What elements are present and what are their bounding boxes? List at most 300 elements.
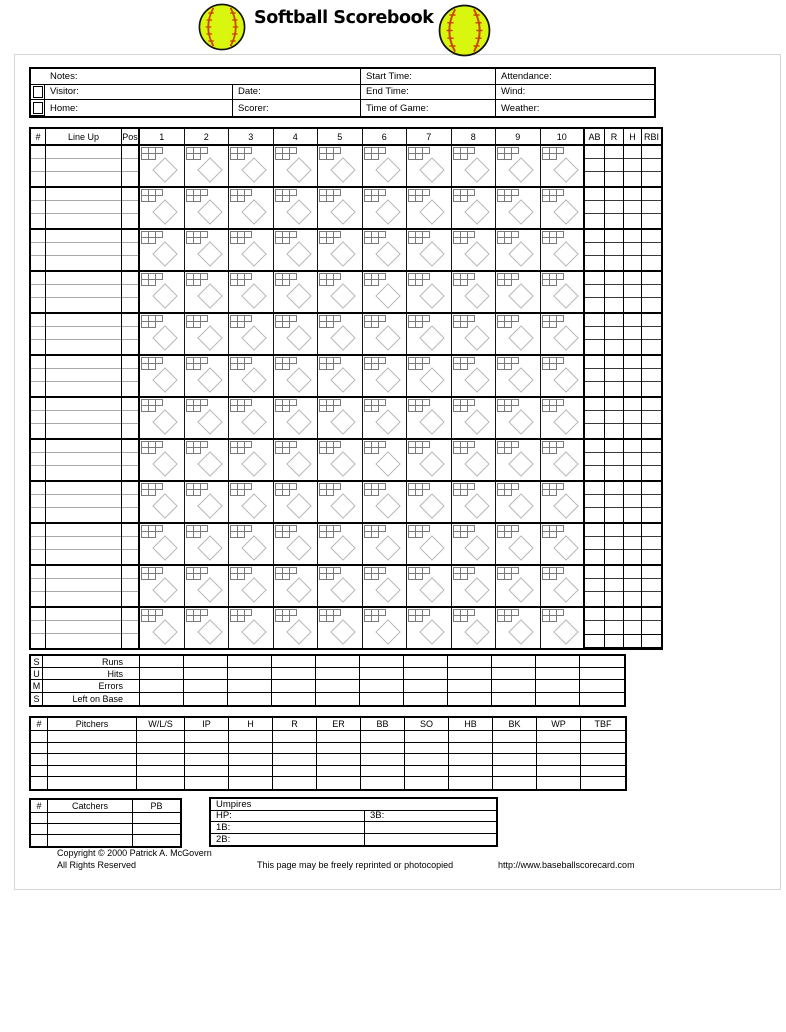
player-number-cell — [31, 230, 46, 270]
pitcher-stat-cell — [405, 777, 449, 789]
reprint-notice: This page may be freely reprinted or photocopied — [257, 860, 454, 870]
diamond-icon — [419, 577, 444, 602]
pitchers-col-header: HB — [449, 718, 493, 731]
inning-cell — [229, 608, 274, 648]
diamond-icon — [464, 157, 489, 182]
rbi-cell — [642, 524, 661, 564]
player-number-cell — [31, 272, 46, 312]
diamond-icon — [553, 577, 578, 602]
diamond-icon — [197, 367, 222, 392]
rbi-cell — [642, 356, 661, 396]
ab-cell — [585, 230, 605, 270]
inning-cell — [318, 272, 363, 312]
sums-value-cell — [536, 680, 580, 692]
pitch-count-grid — [319, 231, 342, 245]
inning-cell — [496, 188, 541, 228]
inning-cell — [229, 566, 274, 606]
inning-cell — [185, 482, 230, 522]
diamond-icon — [152, 367, 177, 392]
diamond-icon — [464, 367, 489, 392]
diamond-icon — [464, 241, 489, 266]
pitch-count-grid — [497, 609, 520, 623]
h-cell — [624, 188, 642, 228]
player-name-cell — [46, 146, 122, 186]
sums-value-cell — [448, 693, 492, 705]
inning-cell — [452, 356, 497, 396]
pitcher-stat-cell — [273, 754, 317, 766]
pitch-count-grid — [364, 357, 387, 371]
pitch-count-grid — [453, 189, 476, 203]
pitch-count-grid — [319, 483, 342, 497]
pitcher-stat-cell — [229, 743, 273, 755]
pitch-count-grid — [408, 357, 431, 371]
inning-cell — [363, 188, 408, 228]
pitcher-stat-cell — [361, 731, 405, 743]
diamond-icon — [152, 199, 177, 224]
pitcher-stat-cell — [449, 743, 493, 755]
diamond-icon — [241, 325, 266, 350]
scorer-field — [233, 100, 361, 116]
pitcher-stat-cell — [581, 731, 625, 743]
catcher-stat-cell — [133, 813, 180, 824]
rbi-cell — [642, 482, 661, 522]
inning-cell — [452, 188, 497, 228]
sums-value-cell — [448, 668, 492, 680]
diamond-icon — [508, 241, 533, 266]
pitchers-col-header: BK — [493, 718, 537, 731]
sums-value-cell — [272, 668, 316, 680]
inning-cell — [140, 230, 185, 270]
diamond-icon — [508, 619, 533, 644]
catcher-stat-cell — [133, 835, 180, 846]
diamond-icon — [419, 493, 444, 518]
player-row — [31, 608, 661, 648]
pitcher-stat-cell — [405, 731, 449, 743]
umpire-1b-field: 1B: — [211, 822, 365, 834]
sums-value-cell — [492, 680, 536, 692]
sums-value-cell — [228, 668, 272, 680]
player-row — [31, 524, 661, 566]
total-cell — [605, 622, 624, 635]
sums-value-cell — [536, 656, 580, 668]
h-cell — [624, 272, 642, 312]
pitcher-stat-cell — [48, 766, 137, 778]
inning-cell — [407, 524, 452, 564]
pitch-count-grid — [364, 567, 387, 581]
pitch-count-grid — [186, 525, 209, 539]
start-time-label: Start Time: — [366, 70, 412, 82]
diamond-icon — [330, 577, 355, 602]
visitor-checkbox[interactable] — [33, 86, 43, 98]
diamond-icon — [553, 367, 578, 392]
diamond-icon — [375, 409, 400, 434]
player-row — [31, 230, 661, 272]
pitch-count-grid — [542, 525, 565, 539]
pitcher-stat-cell — [48, 743, 137, 755]
sums-value-cell — [492, 668, 536, 680]
diamond-icon — [152, 577, 177, 602]
diamond-icon — [464, 409, 489, 434]
pitch-count-grid — [497, 525, 520, 539]
website-link[interactable]: http://www.baseballscorecard.com — [498, 860, 635, 870]
grid-header-row — [31, 129, 661, 146]
inning-cell — [452, 608, 497, 648]
rbi-cell — [642, 188, 661, 228]
player-row — [31, 272, 661, 314]
col-header-inning-3: 3 — [229, 129, 274, 144]
pitch-count-grid — [364, 441, 387, 455]
inning-cell — [318, 230, 363, 270]
pitchers-table — [29, 716, 627, 791]
inning-cell — [452, 440, 497, 480]
inning-cell — [229, 272, 274, 312]
player-number-cell — [31, 398, 46, 438]
pitcher-stat-cell — [229, 777, 273, 789]
player-row — [31, 356, 661, 398]
pitch-count-grid — [408, 399, 431, 413]
player-name-cell — [46, 482, 122, 522]
inning-cell — [274, 608, 319, 648]
pitch-count-grid — [186, 315, 209, 329]
sums-value-cell — [360, 693, 404, 705]
pitch-count-grid — [230, 483, 253, 497]
inning-cell — [185, 272, 230, 312]
sums-letter: S — [31, 693, 43, 705]
r-cell — [605, 524, 624, 564]
pitcher-stat-cell — [31, 754, 48, 766]
sums-value-cell — [404, 668, 448, 680]
pitcher-stat-cell — [493, 731, 537, 743]
diamond-icon — [286, 325, 311, 350]
sums-value-cell — [272, 656, 316, 668]
pitcher-stat-cell — [449, 777, 493, 789]
pitch-count-grid — [542, 567, 565, 581]
pitch-count-grid — [319, 273, 342, 287]
inning-cell — [274, 566, 319, 606]
diamond-icon — [241, 535, 266, 560]
pitchers-col-header: BB — [361, 718, 405, 731]
inning-cell — [229, 356, 274, 396]
inning-cell — [363, 566, 408, 606]
diamond-icon — [375, 535, 400, 560]
h-cell — [624, 440, 642, 480]
pitch-count-grid — [275, 273, 298, 287]
sums-value-cell — [404, 693, 448, 705]
inning-cell — [541, 566, 586, 606]
diamond-icon — [553, 409, 578, 434]
player-number-cell — [31, 356, 46, 396]
inning-cell — [363, 608, 408, 648]
pitcher-stat-cell — [229, 731, 273, 743]
end-time-label: End Time: — [366, 86, 409, 98]
player-pos-cell — [122, 440, 140, 480]
pitch-count-grid — [453, 315, 476, 329]
pitch-count-grid — [497, 147, 520, 161]
player-row — [31, 440, 661, 482]
inning-cell — [407, 188, 452, 228]
sums-value-cell — [580, 693, 624, 705]
catcher-stat-cell — [31, 813, 48, 824]
pitcher-stat-cell — [185, 731, 229, 743]
player-pos-cell — [122, 314, 140, 354]
pitch-count-grid — [319, 147, 342, 161]
diamond-icon — [152, 241, 177, 266]
pitch-count-grid — [141, 441, 164, 455]
sums-label-runs: Runs — [43, 656, 140, 668]
diamond-icon — [286, 619, 311, 644]
player-row — [31, 146, 661, 188]
inning-cell — [140, 398, 185, 438]
diamond-icon — [197, 493, 222, 518]
pitcher-stat-cell — [31, 743, 48, 755]
total-cell — [585, 622, 605, 635]
pitcher-stat-cell — [405, 743, 449, 755]
h-cell — [624, 356, 642, 396]
sums-table — [29, 654, 626, 707]
inning-cell — [140, 146, 185, 186]
diamond-icon — [375, 367, 400, 392]
rbi-cell — [642, 230, 661, 270]
inning-cell — [496, 356, 541, 396]
sums-letter: M — [31, 680, 43, 692]
notes-field — [31, 69, 361, 85]
diamond-icon — [419, 283, 444, 308]
attendance-field — [496, 69, 654, 85]
diamond-icon — [464, 535, 489, 560]
inning-cell — [541, 356, 586, 396]
inning-cell — [274, 482, 319, 522]
attendance-label: Attendance: — [501, 70, 552, 82]
sums-value-cell — [140, 668, 184, 680]
col-header-pos: Pos — [122, 129, 140, 144]
total-cell — [624, 622, 642, 635]
inning-cell — [318, 146, 363, 186]
sums-value-cell — [316, 656, 360, 668]
inning-cell — [229, 482, 274, 522]
score-grid — [29, 127, 663, 650]
diamond-icon — [197, 577, 222, 602]
umpire-hp-field: HP: — [211, 811, 365, 823]
diamond-icon — [553, 283, 578, 308]
sums-value-cell — [360, 656, 404, 668]
pitch-count-grid — [230, 525, 253, 539]
sums-value-cell — [580, 668, 624, 680]
diamond-icon — [375, 157, 400, 182]
pitch-count-grid — [542, 483, 565, 497]
inning-cell — [407, 398, 452, 438]
pitch-count-grid — [453, 147, 476, 161]
page-title: Softball Scorebook — [254, 8, 434, 28]
diamond-icon — [553, 535, 578, 560]
col-header-inning-4: 4 — [274, 129, 319, 144]
total-cell — [605, 635, 624, 648]
catcher-stat-cell — [133, 824, 180, 835]
catcher-stat-cell — [31, 824, 48, 835]
pitch-count-grid — [230, 147, 253, 161]
diamond-icon — [241, 451, 266, 476]
pitch-count-grid — [319, 357, 342, 371]
sums-value-cell — [536, 693, 580, 705]
sums-value-cell — [140, 656, 184, 668]
diamond-icon — [553, 451, 578, 476]
pitcher-stat-cell — [273, 743, 317, 755]
diamond-icon — [286, 157, 311, 182]
inning-cell — [140, 314, 185, 354]
col-header-inning-1: 1 — [140, 129, 185, 144]
player-pos-cell — [122, 608, 140, 648]
pitch-count-grid — [186, 441, 209, 455]
pitch-count-grid — [141, 609, 164, 623]
player-number-cell — [31, 608, 46, 648]
inning-cell — [140, 482, 185, 522]
player-name-cell — [46, 398, 122, 438]
umpire-3b-field: 3B: — [365, 811, 496, 823]
diamond-icon — [330, 157, 355, 182]
r-cell — [605, 566, 624, 606]
inning-cell — [407, 230, 452, 270]
player-name-cell — [46, 230, 122, 270]
sums-value-cell — [492, 693, 536, 705]
inning-cell — [452, 524, 497, 564]
player-pos-cell — [122, 230, 140, 270]
diamond-icon — [419, 367, 444, 392]
sums-letter: S — [31, 656, 43, 668]
diamond-icon — [464, 325, 489, 350]
pitch-count-grid — [319, 315, 342, 329]
sums-value-cell — [228, 656, 272, 668]
diamond-icon — [464, 283, 489, 308]
sums-value-cell — [228, 693, 272, 705]
pitcher-stat-cell — [537, 766, 581, 778]
sums-value-cell — [184, 693, 228, 705]
date-label: Date: — [238, 86, 261, 98]
inning-cell — [274, 146, 319, 186]
sums-value-cell — [316, 668, 360, 680]
inning-cell — [140, 524, 185, 564]
sums-value-cell — [272, 693, 316, 705]
home-checkbox[interactable] — [33, 102, 43, 114]
player-row — [31, 482, 661, 524]
pitcher-stat-cell — [581, 766, 625, 778]
date-field — [233, 85, 361, 101]
sums-value-cell — [140, 680, 184, 692]
diamond-icon — [464, 199, 489, 224]
pitch-count-grid — [542, 273, 565, 287]
sums-value-cell — [448, 680, 492, 692]
pitch-count-grid — [453, 273, 476, 287]
pitcher-stat-cell — [31, 731, 48, 743]
pitcher-stat-cell — [361, 766, 405, 778]
diamond-icon — [508, 367, 533, 392]
ab-cell — [585, 440, 605, 480]
notes-label: Notes: — [50, 70, 78, 82]
pitch-count-grid — [230, 609, 253, 623]
pitcher-stat-cell — [31, 766, 48, 778]
pitch-count-grid — [364, 189, 387, 203]
catchers-table — [29, 798, 182, 848]
diamond-icon — [419, 619, 444, 644]
pitch-count-grid — [186, 567, 209, 581]
catcher-stat-cell — [48, 835, 133, 846]
pitcher-stat-cell — [137, 777, 185, 789]
diamond-icon — [330, 283, 355, 308]
inning-cell — [363, 398, 408, 438]
sums-value-cell — [492, 656, 536, 668]
pitch-count-grid — [364, 609, 387, 623]
umpire-2b-field: 2B: — [211, 834, 365, 846]
inning-cell — [318, 314, 363, 354]
pitcher-stat-cell — [581, 743, 625, 755]
diamond-icon — [152, 535, 177, 560]
pitcher-stat-cell — [229, 766, 273, 778]
pitcher-stat-cell — [493, 777, 537, 789]
diamond-icon — [419, 157, 444, 182]
pitchers-col-header: W/L/S — [137, 718, 185, 731]
rbi-cell — [642, 314, 661, 354]
pitch-count-grid — [542, 399, 565, 413]
catchers-col-header: PB — [133, 800, 180, 813]
inning-cell — [229, 146, 274, 186]
ab-cell — [585, 314, 605, 354]
diamond-icon — [197, 535, 222, 560]
home-label: Home: — [50, 102, 78, 114]
inning-cell — [541, 146, 586, 186]
diamond-icon — [508, 535, 533, 560]
pitcher-stat-cell — [185, 777, 229, 789]
pitcher-stat-cell — [185, 754, 229, 766]
pitcher-stat-cell — [361, 754, 405, 766]
pitch-count-grid — [186, 357, 209, 371]
player-name-cell — [46, 566, 122, 606]
inning-cell — [318, 482, 363, 522]
inning-cell — [541, 272, 586, 312]
pitch-count-grid — [230, 231, 253, 245]
h-cell — [624, 146, 642, 186]
col-header-inning-5: 5 — [318, 129, 363, 144]
pitcher-stat-cell — [137, 743, 185, 755]
inning-cell — [274, 440, 319, 480]
inning-cell — [140, 608, 185, 648]
inning-cell — [185, 398, 230, 438]
catchers-col-header: Catchers — [48, 800, 133, 813]
diamond-icon — [286, 535, 311, 560]
inning-cell — [185, 146, 230, 186]
inning-cell — [496, 146, 541, 186]
diamond-icon — [553, 325, 578, 350]
pitch-count-grid — [408, 189, 431, 203]
inning-cell — [318, 608, 363, 648]
pitcher-stat-cell — [405, 754, 449, 766]
diamond-icon — [197, 199, 222, 224]
diamond-icon — [464, 619, 489, 644]
inning-cell — [541, 482, 586, 522]
r-cell — [605, 146, 624, 186]
pitcher-stat-cell — [361, 743, 405, 755]
pitch-count-grid — [186, 399, 209, 413]
pitchers-col-header: ER — [317, 718, 361, 731]
visitor-checkbox-cell — [31, 85, 45, 101]
player-name-cell — [46, 188, 122, 228]
pitch-count-grid — [542, 441, 565, 455]
inning-cell — [274, 314, 319, 354]
umpire-empty-cell — [365, 834, 496, 846]
ab-cell — [585, 398, 605, 438]
catcher-stat-cell — [48, 813, 133, 824]
wind-label: Wind: — [501, 86, 526, 98]
pitch-count-grid — [453, 609, 476, 623]
pitcher-stat-cell — [581, 777, 625, 789]
diamond-icon — [152, 409, 177, 434]
